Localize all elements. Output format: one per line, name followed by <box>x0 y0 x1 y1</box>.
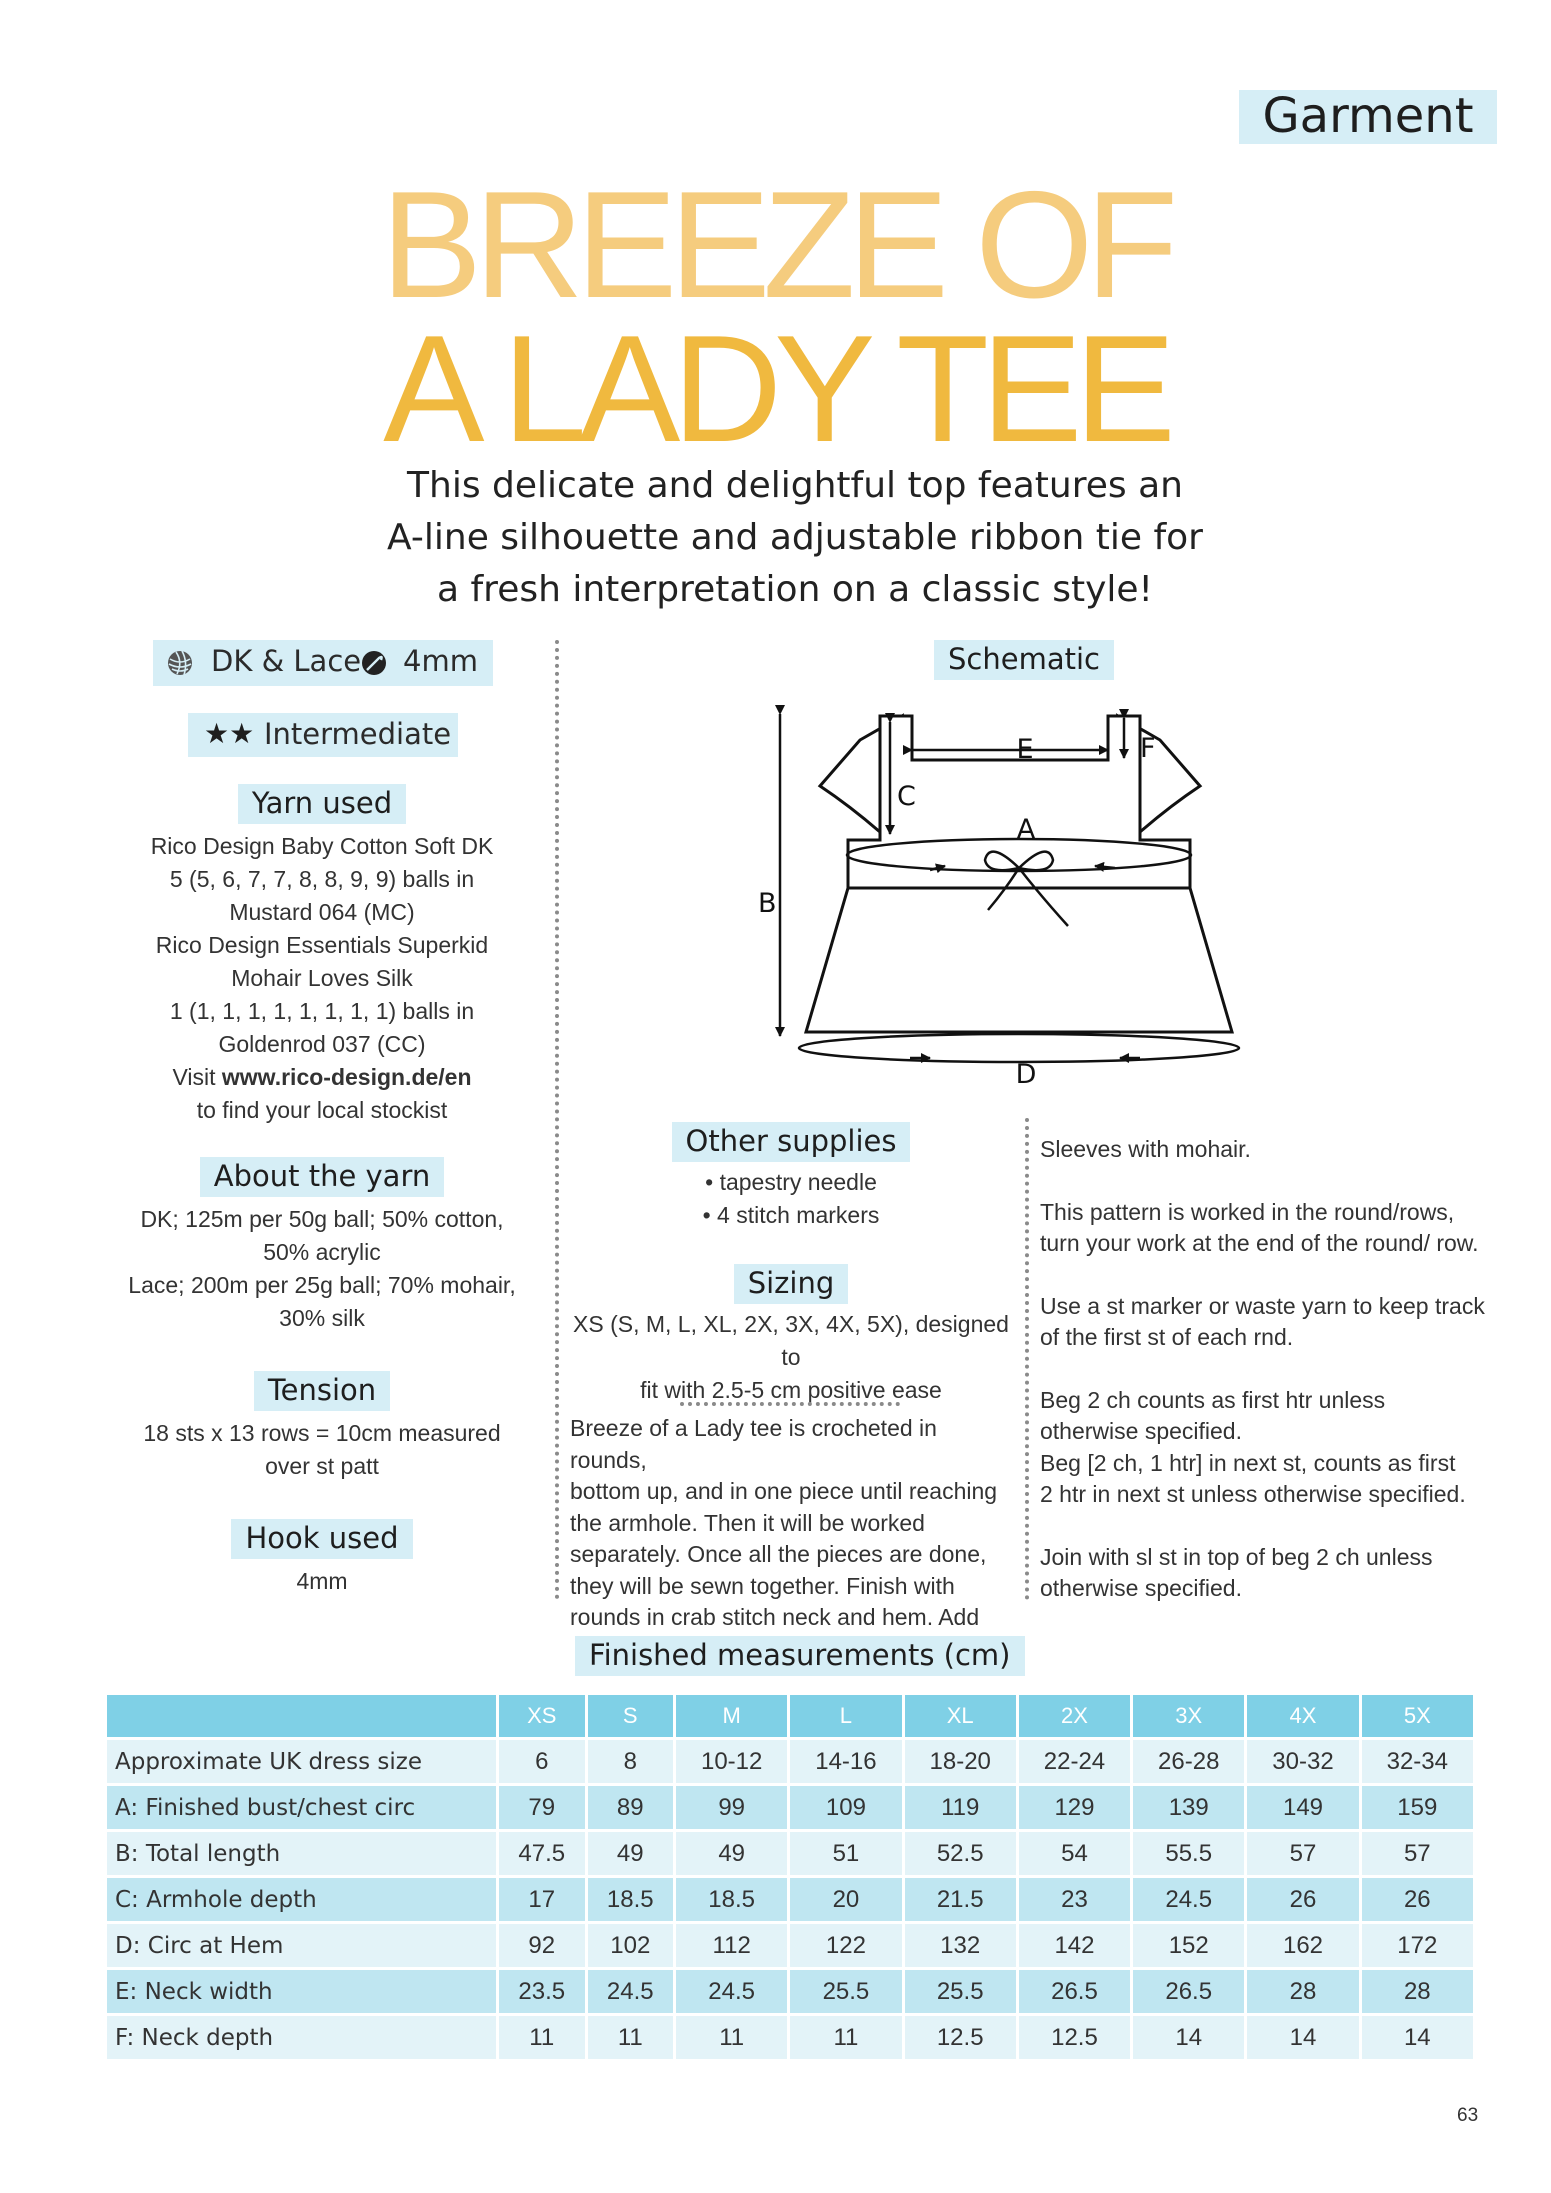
table-cell: 21.5 <box>905 1878 1016 1921</box>
table-cell: 24.5 <box>676 1970 787 2013</box>
visit-prefix: Visit <box>172 1064 222 1090</box>
pattern-notes <box>1040 1134 1500 1605</box>
table-cell: 162 <box>1247 1924 1358 1967</box>
text-line: 5 (5, 6, 7, 7, 8, 8, 9, 9) balls in <box>169 866 475 892</box>
text-line: Lace; 200m per 25g ball; 70% mohair, <box>128 1272 516 1298</box>
size-header: S <box>588 1695 674 1737</box>
text-line: the armhole. Then it will be worked <box>570 1509 925 1536</box>
table-cell: 26 <box>1247 1878 1358 1921</box>
size-header: 2X <box>1019 1695 1130 1737</box>
schematic-diagram <box>740 700 1260 1100</box>
text-line: This pattern is worked in the round/rows, <box>1040 1198 1455 1225</box>
measurements-heading: Finished measurements (cm) <box>575 1636 1025 1676</box>
table-cell: 14 <box>1247 2016 1358 2059</box>
text-line: Use a st marker or waste yarn to keep track <box>1040 1292 1485 1319</box>
table-cell: 12.5 <box>905 2016 1016 2059</box>
about-yarn-heading: About the yarn <box>200 1157 445 1197</box>
label-c: C <box>897 781 916 812</box>
table-cell: 24.5 <box>1133 1878 1244 1921</box>
size-header: 4X <box>1247 1695 1358 1737</box>
list-item: • tapestry needle <box>705 1169 877 1195</box>
table-cell: 49 <box>676 1832 787 1875</box>
row-label: F: Neck depth <box>107 2016 496 2059</box>
table-cell: 139 <box>1133 1786 1244 1829</box>
table-header-row <box>107 1695 1473 1737</box>
label-f: F <box>1140 733 1156 764</box>
table-row <box>107 2016 1473 2059</box>
table-cell: 142 <box>1019 1924 1130 1967</box>
tension-text <box>120 1417 524 1483</box>
table-cell: 122 <box>790 1924 901 1967</box>
text-line: Rico Design Baby Cotton Soft DK <box>150 833 494 859</box>
table-cell: 26.5 <box>1019 1970 1130 2013</box>
table-cell: 28 <box>1362 1970 1473 2013</box>
sizing-section <box>566 1264 1016 1407</box>
text-line: separately. Once all the pieces are done, <box>570 1541 987 1567</box>
column-divider <box>555 640 559 1600</box>
text-line: Rico Design Essentials Superkid <box>155 932 489 958</box>
table-row <box>107 1878 1473 1921</box>
table-cell: 18.5 <box>676 1878 787 1921</box>
table-cell: 12.5 <box>1019 2016 1130 2059</box>
size-header: 3X <box>1133 1695 1244 1737</box>
table-cell: 11 <box>588 2016 674 2059</box>
measurements-table <box>104 1692 1476 2062</box>
text-line: Goldenrod 037 (CC) <box>218 1031 426 1057</box>
text-line: they will be sewn together. Finish with <box>570 1572 955 1599</box>
note-paragraph <box>1040 1385 1500 1511</box>
text-line: turn your work at the end of the round/ row. <box>1040 1230 1479 1256</box>
text-line: otherwise specified. <box>1040 1418 1242 1444</box>
hook-used-heading: Hook used <box>231 1519 412 1559</box>
text-line: 50% acrylic <box>263 1239 381 1265</box>
section-tag: Garment <box>1239 90 1497 144</box>
text-line: 2 htr in next st unless otherwise specified. <box>1040 1481 1466 1507</box>
table-cell: 26.5 <box>1133 1970 1244 2013</box>
text-line: 1 (1, 1, 1, 1, 1, 1, 1, 1) balls in <box>169 998 475 1024</box>
text-line: fit with 2.5-5 cm positive ease <box>640 1377 942 1403</box>
table-cell: 14 <box>1362 2016 1473 2059</box>
table-cell: 17 <box>499 1878 585 1921</box>
table-cell: 99 <box>676 1786 787 1829</box>
page-title-line-1: BREEZE OF <box>380 160 1171 330</box>
row-label: E: Neck width <box>107 1970 496 2013</box>
other-supplies-section <box>566 1122 1016 1232</box>
label-e: E <box>1016 734 1034 765</box>
table-cell: 26 <box>1362 1878 1473 1921</box>
table-cell: 92 <box>499 1924 585 1967</box>
text-line: 18 sts x 13 rows = 10cm measured <box>143 1420 501 1446</box>
table-cell: 18-20 <box>905 1740 1016 1783</box>
table-cell: 11 <box>790 2016 901 2059</box>
table-cell: 149 <box>1247 1786 1358 1829</box>
table-cell: 8 <box>588 1740 674 1783</box>
table-cell: 159 <box>1362 1786 1473 1829</box>
table-row <box>107 1786 1473 1829</box>
text-line <box>120 1061 524 1094</box>
text-line: Mohair Loves Silk <box>231 965 413 991</box>
label-b: B <box>758 888 777 919</box>
schematic-heading: Schematic <box>934 640 1114 680</box>
table-cell: 28 <box>1247 1970 1358 2013</box>
table-row <box>107 1924 1473 1967</box>
table-cell: 23.5 <box>499 1970 585 2013</box>
table-row <box>107 1832 1473 1875</box>
skirt-outline <box>806 888 1232 1032</box>
table-row <box>107 1970 1473 2013</box>
table-cell: 112 <box>676 1924 787 1967</box>
label-a: A <box>1016 814 1036 845</box>
table-cell: 119 <box>905 1786 1016 1829</box>
table-row <box>107 1740 1473 1783</box>
note-paragraph <box>1040 1542 1500 1605</box>
text-line: bottom up, and in one piece until reaching <box>570 1478 998 1504</box>
table-cell: 51 <box>790 1832 901 1875</box>
about-yarn-section <box>120 1157 524 1335</box>
table-header-blank <box>107 1695 496 1737</box>
table-cell: 57 <box>1247 1832 1358 1875</box>
size-header: XL <box>905 1695 1016 1737</box>
yarn-used-text <box>120 830 524 1127</box>
about-yarn-text <box>120 1203 524 1335</box>
table-cell: 54 <box>1019 1832 1130 1875</box>
other-supplies-list <box>566 1166 1016 1232</box>
row-label: A: Finished bust/chest circ <box>107 1786 496 1829</box>
sizing-heading: Sizing <box>734 1264 849 1304</box>
table-cell: 102 <box>588 1924 674 1967</box>
hook-used-value: 4mm <box>296 1568 348 1594</box>
table-cell: 55.5 <box>1133 1832 1244 1875</box>
yarn-used-section <box>120 784 524 1127</box>
text-line: DK; 125m per 50g ball; 50% cotton, <box>140 1206 504 1232</box>
specs-badge <box>153 640 493 686</box>
size-header: XS <box>499 1695 585 1737</box>
table-cell: 49 <box>588 1832 674 1875</box>
row-label: D: Circ at Hem <box>107 1924 496 1967</box>
text-line: over st patt <box>265 1453 379 1479</box>
table-cell: 172 <box>1362 1924 1473 1967</box>
text-line: to find your local stockist <box>196 1097 448 1123</box>
table-cell: 30-32 <box>1247 1740 1358 1783</box>
table-cell: 22-24 <box>1019 1740 1130 1783</box>
table-cell: 18.5 <box>588 1878 674 1921</box>
tension-section <box>120 1371 524 1483</box>
section-divider <box>680 1402 900 1406</box>
visit-link[interactable]: www.rico-design.de/en <box>221 1064 472 1090</box>
difficulty-text: Intermediate <box>264 717 452 751</box>
table-cell: 6 <box>499 1740 585 1783</box>
table-cell: 52.5 <box>905 1832 1016 1875</box>
table-cell: 10-12 <box>676 1740 787 1783</box>
table-cell: 24.5 <box>588 1970 674 2013</box>
table-cell: 23 <box>1019 1878 1130 1921</box>
intro-line: a fresh interpretation on a classic style! <box>437 569 1153 610</box>
hook-icon <box>361 650 387 676</box>
size-header: 5X <box>1362 1695 1473 1737</box>
text-line: 30% silk <box>279 1305 365 1331</box>
note-paragraph <box>1040 1134 1500 1166</box>
hook-used-section <box>120 1519 524 1598</box>
text-line: Mustard 064 (MC) <box>229 899 415 925</box>
table-cell: 25.5 <box>790 1970 901 2013</box>
text-line: of the first st of each rnd. <box>1040 1324 1294 1350</box>
text-line: Join with sl st in top of beg 2 ch unless <box>1040 1543 1433 1570</box>
text-line: otherwise specified. <box>1040 1575 1242 1601</box>
table-cell: 152 <box>1133 1924 1244 1967</box>
intro-line: A-line silhouette and adjustable ribbon tie for <box>387 517 1203 558</box>
table-cell: 79 <box>499 1786 585 1829</box>
text-line: Sleeves with mohair. <box>1040 1136 1251 1162</box>
table-cell: 57 <box>1362 1832 1473 1875</box>
sizing-text <box>566 1308 1016 1407</box>
table-cell: 32-34 <box>1362 1740 1473 1783</box>
list-item: • 4 stitch markers <box>702 1202 880 1228</box>
text-line: Beg 2 ch counts as first htr unless <box>1040 1386 1386 1413</box>
text-line: rounds in crab stitch neck and hem. Add <box>570 1604 980 1630</box>
difficulty-badge <box>188 713 458 757</box>
other-supplies-heading: Other supplies <box>672 1122 911 1162</box>
table-cell: 14-16 <box>790 1740 901 1783</box>
hook-size-text: 4mm <box>403 644 478 678</box>
hem-ellipse <box>799 1034 1239 1062</box>
size-header: M <box>676 1695 787 1737</box>
table-cell: 14 <box>1133 2016 1244 2059</box>
table-cell: 25.5 <box>905 1970 1016 2013</box>
table-cell: 26-28 <box>1133 1740 1244 1783</box>
yarn-used-heading: Yarn used <box>238 784 406 824</box>
star-icon: ★★ <box>204 717 255 750</box>
row-label: C: Armhole depth <box>107 1878 496 1921</box>
intro-text <box>300 460 1290 616</box>
table-cell: 20 <box>790 1878 901 1921</box>
yarn-weight-text: DK & Lace <box>211 644 362 678</box>
table-cell: 89 <box>588 1786 674 1829</box>
page-number: 63 <box>1457 2105 1479 2126</box>
label-d: D <box>1015 1059 1037 1090</box>
row-label: B: Total length <box>107 1832 496 1875</box>
yarn-ball-icon <box>167 650 193 676</box>
tension-heading: Tension <box>254 1371 390 1411</box>
description-text <box>570 1413 1020 1634</box>
column-divider <box>1025 1118 1029 1600</box>
table-cell: 47.5 <box>499 1832 585 1875</box>
text-line: Breeze of a Lady tee is crocheted in rounds, <box>570 1415 937 1473</box>
table-cell: 11 <box>676 2016 787 2059</box>
table-cell: 132 <box>905 1924 1016 1967</box>
intro-line: This delicate and delightful top features an <box>407 465 1183 506</box>
text-line: Beg [2 ch, 1 htr] in next st, counts as first <box>1040 1449 1456 1476</box>
table-cell: 129 <box>1019 1786 1130 1829</box>
size-header: L <box>790 1695 901 1737</box>
page-title-line-2: A LADY TEE <box>383 304 1168 474</box>
text-line: XS (S, M, L, XL, 2X, 3X, 4X, 5X), designed to <box>573 1311 1009 1370</box>
note-paragraph <box>1040 1291 1500 1354</box>
row-label: Approximate UK dress size <box>107 1740 496 1783</box>
table-cell: 11 <box>499 2016 585 2059</box>
table-cell: 109 <box>790 1786 901 1829</box>
note-paragraph <box>1040 1197 1500 1260</box>
